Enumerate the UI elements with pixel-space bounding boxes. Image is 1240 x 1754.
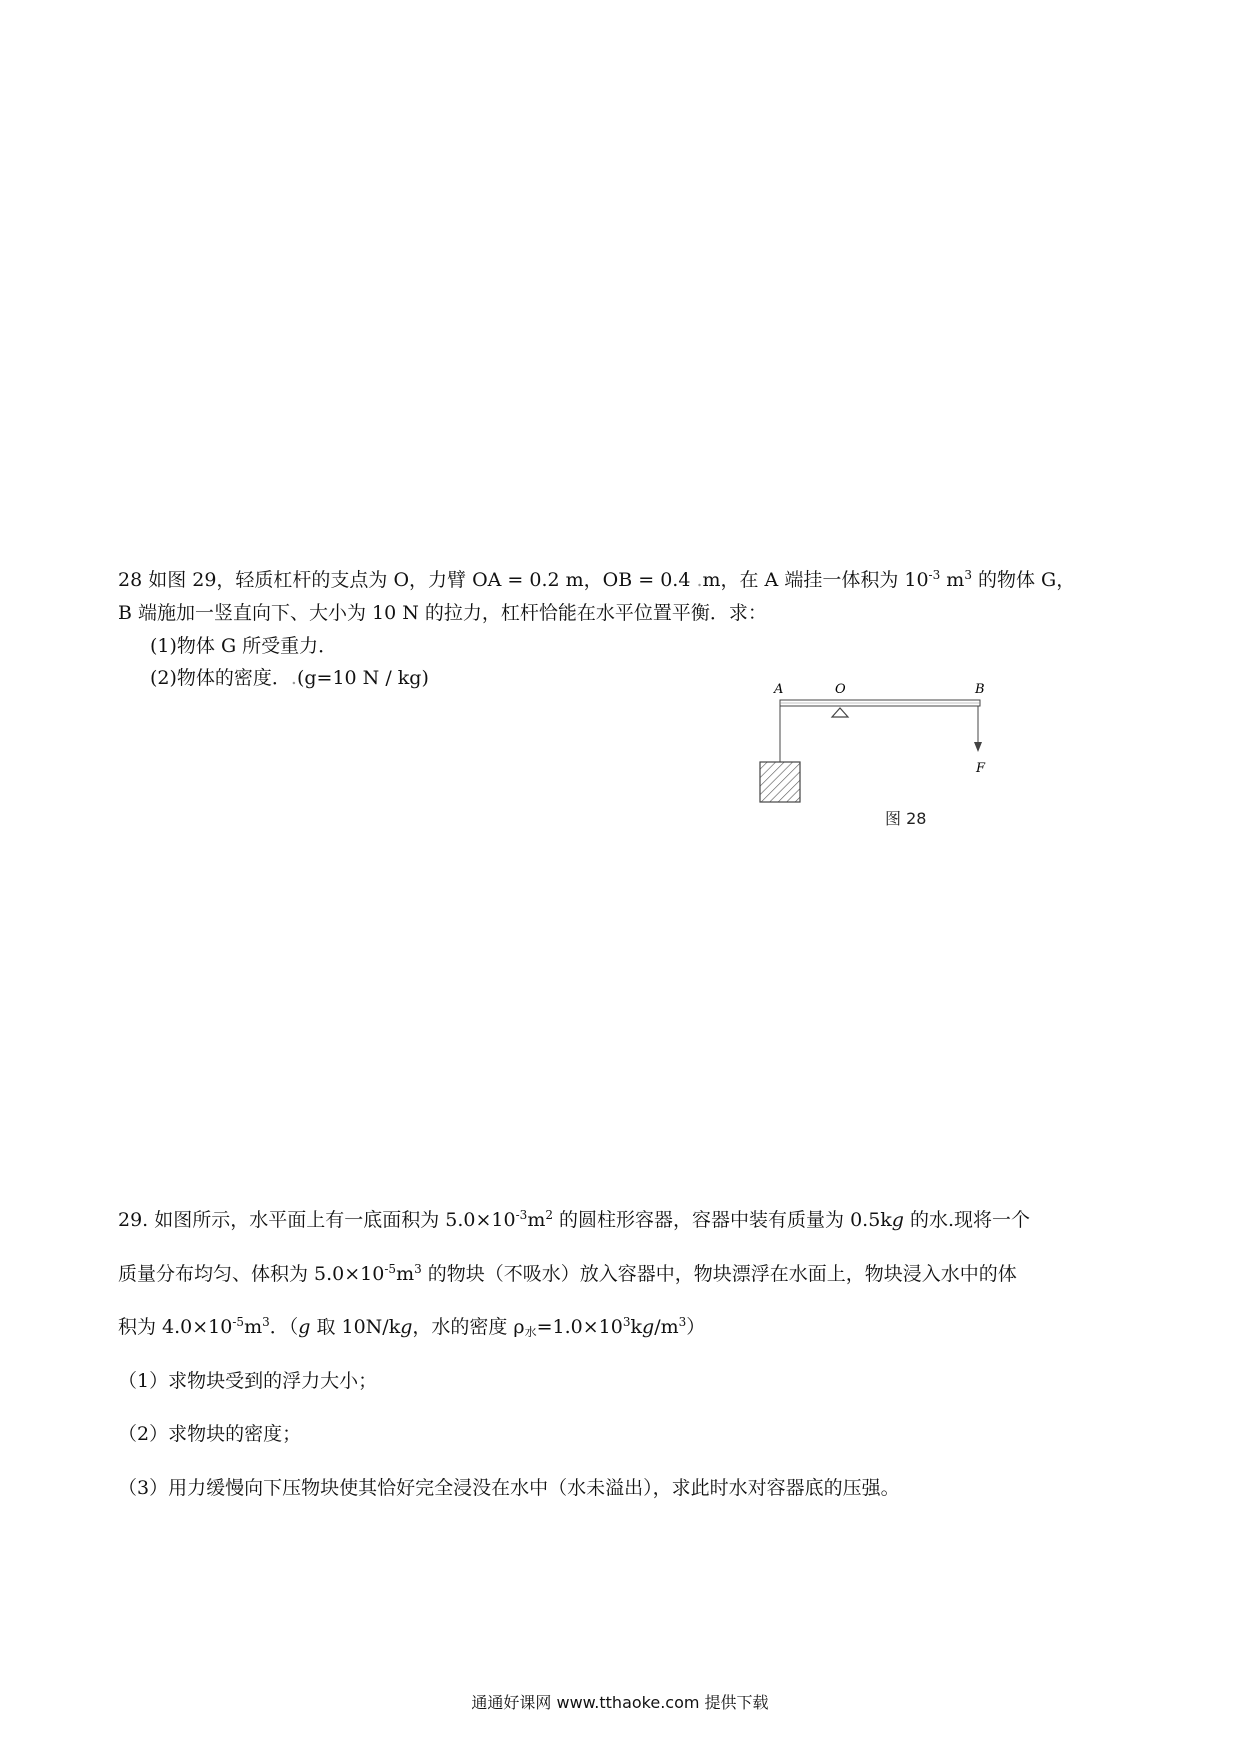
hanging-block [760,762,800,802]
q29-item-3: （3）用力缓慢向下压物块使其恰好完全浸没在水中（水未溢出），求此时水对容器底的压强。 [118,1477,900,1499]
label-f: F [976,761,986,776]
q29-line-1: 29. 如图所示，水平面上有一底面积为 $5.0\times 10^{-3}m^2$ 的圆柱形容器，容器中装有质量为 0.5kg 的水.现将一个 [118,1208,1031,1231]
label-b: B [975,682,985,697]
lever-bar [780,700,980,706]
q29-line-2: 质量分布均匀、体积为 $5.0\times 10^{-5}m^3$ 的物块（不吸水）放入容器中，物块漂浮在水面上，物块浸入水中的体 [118,1262,1017,1285]
fulcrum-triangle [832,708,848,717]
q28-item-2: (2)物体的密度．.(g=10 N / kg) [150,667,429,689]
label-o: O [835,682,846,697]
force-arrow-head [974,742,982,752]
q29-item-1: （1）求物块受到的浮力大小； [118,1370,378,1392]
q28-item-1: (1)物体 G 所受重力． [150,635,338,657]
figure-caption: 图 28 [885,809,927,828]
page-footer: 通通好课网 www.tthaoke.com 提供下载 [471,1693,769,1712]
q29-line-3: 积为 $4.0\times 10^{-5}m^3$．（g 取 10N/kg，水的密度 $\rho_水=1.0\times 10^3kg/m^3$） [118,1315,706,1339]
label-a: A [774,682,784,697]
q29-item-2: （2）求物块的密度； [118,1423,302,1445]
lever-diagram [740,670,1020,825]
q28-line-2: B 端施加一竖直向下、大小为 10 N 的拉力，杠杆恰能在水平位置平衡．求： [118,602,767,624]
q28-line-1: 28 如图 29，轻质杠杆的支点为 O，力臂 OA = 0.2 m，OB = 0.4 .m，在 A 端挂一体积为 $10^{-3}$ $m^3$ 的物体 G， [118,568,1076,591]
